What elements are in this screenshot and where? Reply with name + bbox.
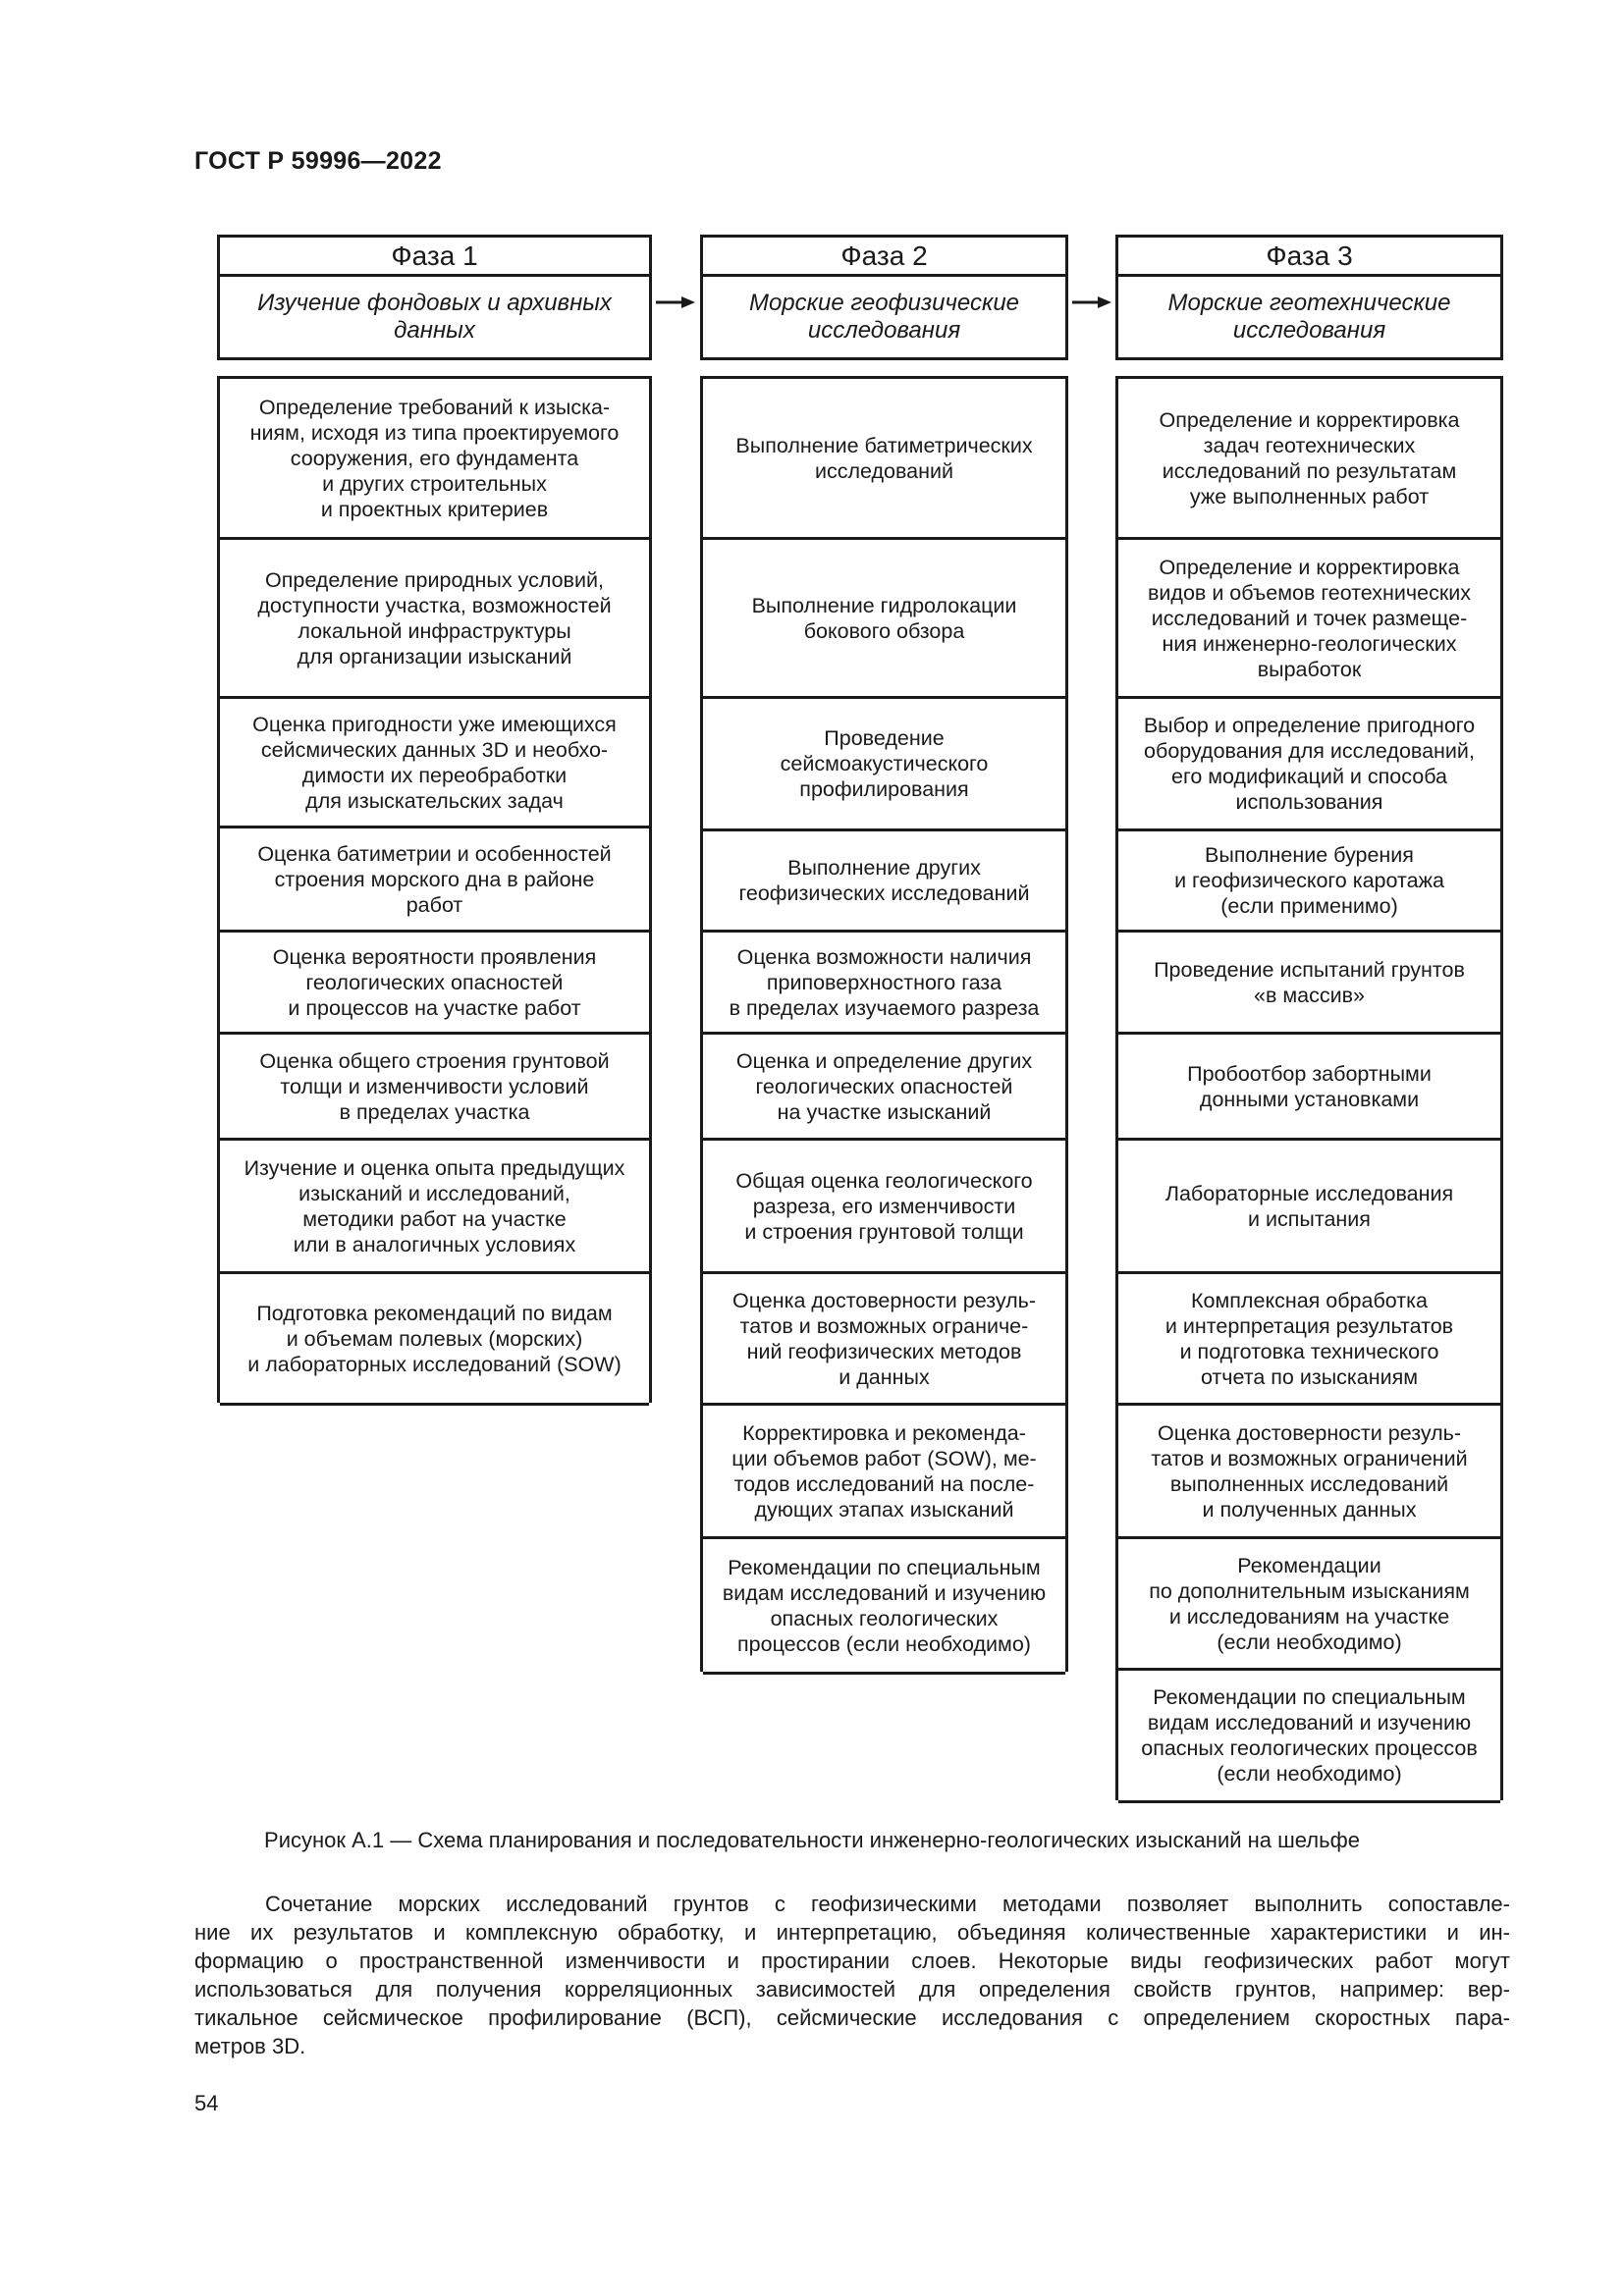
document-header-title: ГОСТ Р 59996—2022 (194, 147, 442, 175)
phase-3-steps (1115, 376, 1503, 1800)
phase-1-title: Фаза 1 (220, 238, 649, 277)
phase-1-steps (217, 376, 652, 1403)
phase-3-step: Определение и корректировка видов и объемов геотехнических исследований и точек размеще- ния инженерно-геологических выработок (1118, 540, 1500, 699)
phase-3-step: Рекомендации по специальным видам исследований и изучению опасных геологических процессов (если необходимо) (1118, 1671, 1500, 1803)
phase-3-title: Фаза 3 (1118, 238, 1500, 277)
body-paragraph (194, 1890, 1510, 2060)
phase-3-step: Проведение испытаний грунтов «в массив» (1118, 933, 1500, 1035)
figure-caption: Рисунок А.1 — Схема планирования и последовательности инженерно-геологических изысканий на шельфе (264, 1828, 1360, 1852)
paragraph-line: ние их результатов и комплексную обработку, и интерпретацию, объединяя количественные характеристики и ин- (194, 1920, 1510, 1945)
phase-3-step: Оценка достоверности резуль- татов и возможных ограничений выполненных исследований и полученных данных (1118, 1406, 1500, 1539)
phase-3-subtitle: Морские геотехнические исследования (1167, 290, 1451, 344)
phase-1-step: Определение природных условий, доступности участка, возможностей локальной инфраструктуры для организации изысканий (220, 540, 649, 699)
phase-3-step: Лабораторные исследования и испытания (1118, 1141, 1500, 1274)
phase-3-step: Выполнение бурения и геофизического каротажа (если применимо) (1118, 831, 1500, 933)
phase-2-step: Рекомендации по специальным видам исследований и изучению опасных геологических процессов (если необходимо) (703, 1539, 1065, 1675)
phase-2-header (700, 235, 1068, 360)
phase-2-step: Оценка достоверности резуль- татов и возможных ограниче- ний геофизических методов и данных (703, 1274, 1065, 1406)
phase-1-step: Определение требований к изыска- ниям, исходя из типа проектируемого сооружения, его фундамента и других строительных и проектных критериев (220, 379, 649, 540)
phase-2-subtitle: Морские геофизические исследования (748, 290, 1020, 344)
phase-1-step: Подготовка рекомендаций по видам и объемам полевых (морских) и лабораторных исследований (SOW) (220, 1274, 649, 1406)
paragraph-line: формацию о пространственной изменчивости и простирании слоев. Некоторые виды геофизических работ могут (194, 1949, 1510, 1973)
phase-2-step: Оценка и определение других геологических опасностей на участке изысканий (703, 1035, 1065, 1141)
phase-2-steps (700, 376, 1068, 1672)
phase-3-step: Выбор и определение пригодного оборудования для исследований, его модификаций и способа использования (1118, 699, 1500, 831)
phase-1-step: Изучение и оценка опыта предыдущих изысканий и исследований, методики работ на участке или в аналогичных условиях (220, 1141, 649, 1274)
phase-1-step: Оценка батиметрии и особенностей строения морского дна в районе работ (220, 828, 649, 933)
phase-2-title: Фаза 2 (703, 238, 1065, 277)
phase-3-step: Комплексная обработка и интерпретация результатов и подготовка технического отчета по изысканиям (1118, 1274, 1500, 1406)
phase-2-step: Общая оценка геологического разреза, его изменчивости и строения грунтовой толщи (703, 1141, 1065, 1274)
phase-3-step: Рекомендации по дополнительным изысканиям и исследованиям на участке (если необходимо) (1118, 1539, 1500, 1671)
paragraph-line: использоваться для получения корреляционных зависимостей для определения свойств грунтов, например: вер- (194, 1977, 1510, 2002)
paragraph-line: тикальное сейсмическое профилирование (ВСП), сейсмические исследования с определением скоростных пара- (194, 2005, 1510, 2030)
arrow-right-icon (652, 293, 699, 312)
phase-1-step: Оценка общего строения грунтовой толщи и изменчивости условий в пределах участка (220, 1035, 649, 1141)
phase-1-header (217, 235, 652, 360)
arrow-right-icon (1068, 293, 1115, 312)
phase-2-step: Выполнение гидролокации бокового обзора (703, 540, 1065, 699)
page-number: 54 (194, 2091, 219, 2115)
phase-1-step: Оценка вероятности проявления геологических опасностей и процессов на участке работ (220, 933, 649, 1035)
phase-1-step: Оценка пригодности уже имеющихся сейсмических данных 3D и необхо- димости их переобработки для изыскательских задач (220, 699, 649, 828)
phase-1-subtitle: Изучение фондовых и архивных данных (257, 290, 612, 344)
phase-3-step: Пробоотбор забортными донными установками (1118, 1035, 1500, 1141)
phase-2-step: Выполнение батиметрических исследований (703, 379, 1065, 540)
phase-3-header (1115, 235, 1503, 360)
phase-3-step: Определение и корректировка задач геотехнических исследований по результатам уже выполненных работ (1118, 379, 1500, 540)
phase-2-step: Выполнение других геофизических исследований (703, 831, 1065, 933)
phase-2-step: Проведение сейсмоакустического профилирования (703, 699, 1065, 831)
phase-2-step: Оценка возможности наличия приповерхностного газа в пределах изучаемого разреза (703, 933, 1065, 1035)
phase-2-step: Корректировка и рекоменда- ции объемов работ (SOW), ме- тодов исследований на после- дующих этапах изысканий (703, 1406, 1065, 1539)
paragraph-line: метров 3D. (194, 2034, 306, 2058)
paragraph-line: Сочетание морских исследований грунтов с геофизическими методами позволяет выполнить сопоставле- (265, 1892, 1510, 1916)
